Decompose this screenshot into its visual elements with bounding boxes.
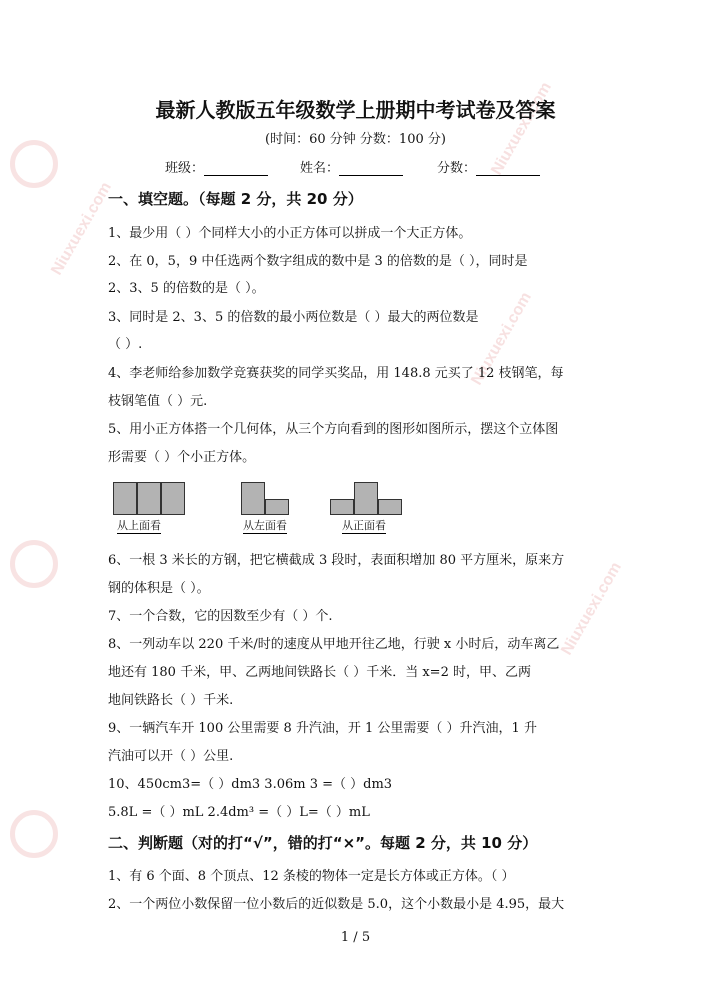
section-true-false-heading: 二、判断题（对的打“√”，错的打“×”。每题 2 分，共 10 分） xyxy=(108,834,538,852)
watermark-logo xyxy=(10,810,58,858)
view-left-figure xyxy=(241,482,301,532)
cube-square xyxy=(354,482,378,515)
watermark-logo xyxy=(10,140,58,188)
score-blank[interactable] xyxy=(476,161,540,176)
view-front-figure xyxy=(330,482,410,532)
name-label: 姓名： xyxy=(300,161,340,176)
question-line: 钢的体积是（ ）。 xyxy=(108,581,210,596)
score-field xyxy=(437,157,540,176)
watermark-text: Niuxuexi.com xyxy=(558,559,625,659)
watermark-text: Niuxuexi.com xyxy=(48,179,115,279)
class-blank[interactable] xyxy=(204,161,268,176)
question-line: 2、一个两位小数保留一位小数后的近似数是 5.0，这个小数最小是 4.95，最大 xyxy=(108,897,565,912)
question-line: 8、一列动车以 220 千米/时的速度从甲地开往乙地，行驶 x 小时后，动车离乙 xyxy=(108,637,560,652)
question-line: 汽油可以开（ ）公里. xyxy=(108,749,234,764)
question-line: 枝钢笔值（ ）元. xyxy=(108,394,208,409)
exam-time-score: (时间：60 分钟 分数：100 分) xyxy=(265,132,446,147)
cube-square xyxy=(137,482,161,515)
section-fill-blank-heading: 一、填空题。（每题 2 分，共 20 分） xyxy=(108,190,363,208)
question-line: 5、用小正方体搭一个几何体，从三个方向看到的图形如图所示，摆这个立体图 xyxy=(108,422,559,437)
page-number: 1 / 5 xyxy=(340,930,371,945)
question-line: 2、3、5 的倍数的是（ ）。 xyxy=(108,281,265,296)
question-line: 1、有 6 个面、8 个顶点、12 条棱的物体一定是长方体或正方体。（ ） xyxy=(108,869,515,884)
question-line: 地间铁路长（ ）千米. xyxy=(108,693,234,708)
watermark-text: Niuxuexi.com xyxy=(488,79,555,179)
score-label: 分数： xyxy=(437,161,477,176)
name-field xyxy=(300,157,403,176)
watermark-text: Niuxuexi.com xyxy=(468,289,535,389)
question-line: 5.8L =（ ）mL 2.4dm³ =（ ）L=（ ）mL xyxy=(108,805,370,820)
question-line: 3、同时是 2、3、5 的倍数的最小两位数是（ ）最大的两位数是 xyxy=(108,310,479,325)
question-line: （ ）. xyxy=(108,337,143,352)
name-blank[interactable] xyxy=(339,161,403,176)
question-line: 10、450cm3=（ ）dm3 3.06m 3 =（ ）dm3 xyxy=(108,777,393,792)
question-line: 2、在 0，5，9 中任选两个数字组成的数中是 3 的倍数的是（ ），同时是 xyxy=(108,254,528,269)
question-line: 7、一个合数，它的因数至少有（ ）个. xyxy=(108,609,333,624)
page-title: 最新人教版五年级数学上册期中考试卷及答案 xyxy=(155,98,556,122)
watermark-logo xyxy=(10,540,58,588)
view-label-left: 从左面看 xyxy=(243,519,287,532)
question-line: 4、李老师给参加数学竞赛获奖的同学买奖品，用 148.8 元买了 12 枝钢笔，每 xyxy=(108,366,564,381)
cube-square xyxy=(265,499,289,515)
cube-square xyxy=(241,482,265,515)
question-line: 9、一辆汽车开 100 公里需要 8 升汽油，开 1 公里需要（ ）升汽油，1 升 xyxy=(108,721,537,736)
class-label: 班级： xyxy=(165,161,205,176)
cube-square xyxy=(113,482,137,515)
view-label-front: 从正面看 xyxy=(342,519,386,532)
view-label-top: 从上面看 xyxy=(117,519,161,532)
cube-square xyxy=(161,482,185,515)
cube-square xyxy=(378,499,402,515)
class-field xyxy=(165,157,268,176)
question-line: 6、一根 3 米长的方钢，把它横截成 3 段时，表面积增加 80 平方厘米，原来方 xyxy=(108,553,565,568)
view-top-figure xyxy=(113,482,193,532)
question-line: 形需要（ ）个小正方体。 xyxy=(108,450,256,465)
question-line: 1、最少用（ ）个同样大小的小正方体可以拼成一个大正方体。 xyxy=(108,226,472,241)
question-line: 地还有 180 千米，甲、乙两地间铁路长（ ）千米．当 x=2 时，甲、乙两 xyxy=(108,665,531,680)
cube-square xyxy=(330,499,354,515)
